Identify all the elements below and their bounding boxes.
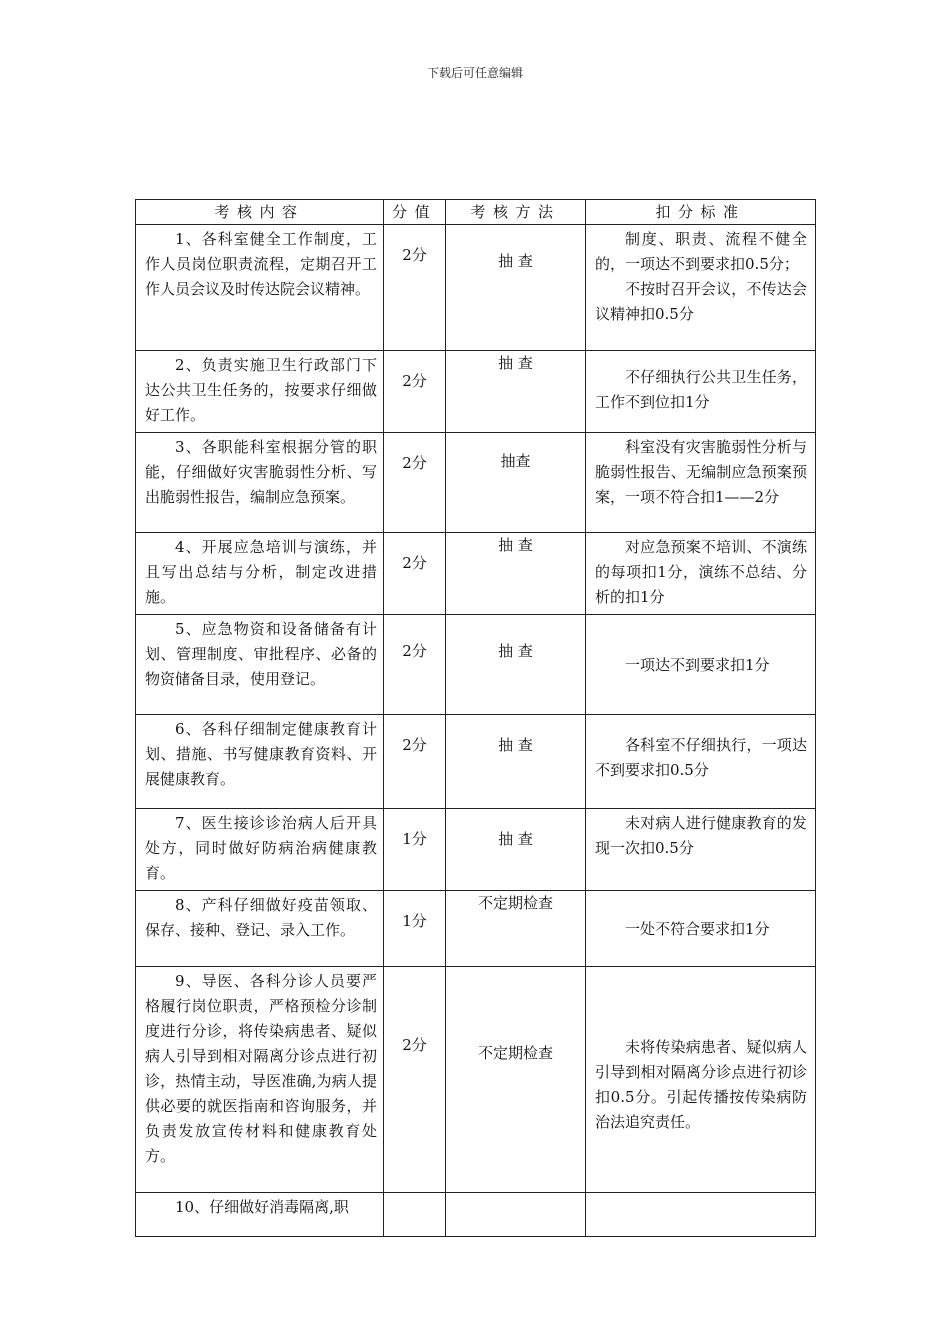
table-row: [136, 891, 816, 967]
row-method: 不定期检查: [446, 967, 586, 1193]
row-method: 抽 查: [446, 351, 586, 433]
row-method: 抽 查: [446, 809, 586, 891]
table-row: [136, 433, 816, 533]
table-row: [136, 615, 816, 715]
row-score: 2分: [384, 351, 446, 433]
row-score: 1分: [384, 891, 446, 967]
row-method: 抽 查: [446, 225, 586, 351]
table-row: [136, 967, 816, 1193]
row-content: 9、导医、各科分诊人员要严格履行岗位职责，严格预检分诊制度进行分诊，将传染病患者、疑似病人引导到相对隔离分诊点进行初诊，热情主动，导医准确,为病人提供必要的就医指南和咨询服务，并负责发放宣传材料和健康教育处方。: [136, 967, 384, 1193]
page-header-note: 下载后可任意编辑: [426, 66, 523, 80]
row-method: 抽 查: [446, 615, 586, 715]
row-score: 2分: [384, 225, 446, 351]
row-method: [446, 1193, 586, 1237]
row-score: 1分: [384, 809, 446, 891]
row-criteria: 各科室不仔细执行，一项达不到要求扣0.5分: [586, 715, 816, 809]
row-criteria: 一处不符合要求扣1分: [586, 891, 816, 967]
row-criteria: 对应急预案不培训、不演练的每项扣1分，演练不总结、分析的扣1分: [586, 533, 816, 615]
table-row: [136, 351, 816, 433]
row-criteria: 制度、职责、流程不健全的，一项达不到要求扣0.5分； 不按时召开会议，不传达会议精神扣0.5分: [586, 225, 816, 351]
header-criteria: 扣分标准: [586, 200, 816, 225]
row-content: 4、开展应急培训与演练，并且写出总结与分析，制定改进措施。: [136, 533, 384, 615]
row-score: 2分: [384, 533, 446, 615]
table-row: [136, 533, 816, 615]
row-content: 10、仔细做好消毒隔离,职: [136, 1193, 384, 1237]
row-method: 抽查: [446, 433, 586, 533]
row-score: 2分: [384, 715, 446, 809]
row-score: 2分: [384, 967, 446, 1193]
row-criteria: 未对病人进行健康教育的发现一次扣0.5分: [586, 809, 816, 891]
table-row: [136, 225, 816, 351]
row-content: 5、应急物资和设备储备有计划、管理制度、审批程序、必备的物资储备目录，使用登记。: [136, 615, 384, 715]
row-content: 6、各科仔细制定健康教育计划、措施、书写健康教育资料、开展健康教育。: [136, 715, 384, 809]
header-method: 考核方法: [446, 200, 586, 225]
header-content: 考核内容: [136, 200, 384, 225]
row-content: 8、产科仔细做好疫苗领取、保存、接种、登记、录入工作。: [136, 891, 384, 967]
row-score: 2分: [384, 615, 446, 715]
row-criteria: 不仔细执行公共卫生任务，工作不到位扣1分: [586, 351, 816, 433]
row-criteria: 一项达不到要求扣1分: [586, 615, 816, 715]
row-method: 不定期检查: [446, 891, 586, 967]
table-header-row: [136, 200, 816, 225]
table-row: [136, 809, 816, 891]
row-content: 1、各科室健全工作制度，工作人员岗位职责流程，定期召开工作人员会议及时传达院会议精神。: [136, 225, 384, 351]
row-score: [384, 1193, 446, 1237]
row-score: 2分: [384, 433, 446, 533]
row-method: 抽 查: [446, 533, 586, 615]
row-criteria: 科室没有灾害脆弱性分析与脆弱性报告、无编制应急预案预案，一项不符合扣1——2分: [586, 433, 816, 533]
row-criteria: [586, 1193, 816, 1237]
row-criteria: 未将传染病患者、疑似病人引导到相对隔离分诊点进行初诊扣0.5分。引起传播按传染病防治法追究责任。: [586, 967, 816, 1193]
row-content: 2、负责实施卫生行政部门下达公共卫生任务的，按要求仔细做好工作。: [136, 351, 384, 433]
table-row: [136, 715, 816, 809]
row-content: 7、医生接诊诊治病人后开具处方，同时做好防病治病健康教育。: [136, 809, 384, 891]
assessment-table: [135, 199, 816, 1237]
row-content: 3、各职能科室根据分管的职能，仔细做好灾害脆弱性分析、写出脆弱性报告，编制应急预案。: [136, 433, 384, 533]
row-method: 抽 查: [446, 715, 586, 809]
table-row: [136, 1193, 816, 1237]
header-score: 分值: [384, 200, 446, 225]
